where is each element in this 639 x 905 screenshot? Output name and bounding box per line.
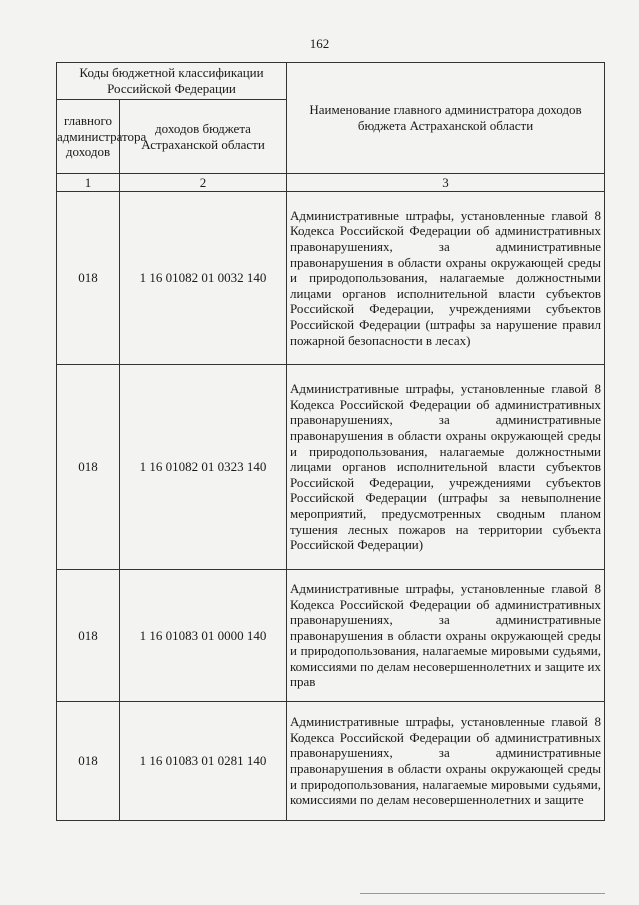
table-row: [57, 702, 605, 821]
admin-code-cell: 018: [57, 702, 120, 821]
col-number-3: 3: [287, 174, 605, 192]
table-row: [57, 570, 605, 702]
column-number-row: [57, 174, 605, 192]
table-row: [57, 192, 605, 365]
header-group-title: Коды бюджетной классификации Российской Федерации: [57, 63, 287, 100]
page-number: 162: [309, 36, 330, 51]
col-number-1: 1: [57, 174, 120, 192]
revenue-name-cell: Административные штрафы, установленные главой 8 Кодекса Российской Федерации об административных правонарушениях, за административные правонарушения в области охраны окружающей среды и природопользования, налагаемые должностными лицами органов исполнительной власти субъектов Российской Федерации, учреждениями субъектов Российской Федерации (штрафы за нарушение правил пожарной безопасности в лесах): [287, 192, 605, 365]
revenue-code-cell: 1 16 01082 01 0032 140: [120, 192, 287, 365]
admin-code-cell: 018: [57, 192, 120, 365]
revenue-name-cell: Административные штрафы, установленные главой 8 Кодекса Российской Федерации об административных правонарушениях, за административные правонарушения в области охраны окружающей среды и природопользования, налагаемые мировыми судьями, комиссиями по делам несовершеннолетних и защите: [287, 702, 605, 821]
page-bottom-edge: [360, 893, 605, 894]
col-number-2: 2: [120, 174, 287, 192]
revenue-name-cell: Административные штрафы, установленные главой 8 Кодекса Российской Федерации об административных правонарушениях, за административные правонарушения в области охраны окружающей среды и природопользования, налагаемые должностными лицами органов исполнительной власти субъектов Российской Федерации, учреждениями субъектов Российской Федерации (штрафы за невыполнение мероприятий, предусмотренных сводным планом тушения лесных пожаров на территории субъекта Российской Федерации): [287, 365, 605, 570]
table-header-row: [57, 63, 605, 100]
header-col2-title: доходов бюджета Астраханской области: [120, 100, 287, 174]
revenue-code-cell: 1 16 01082 01 0323 140: [120, 365, 287, 570]
revenue-code-cell: 1 16 01083 01 0281 140: [120, 702, 287, 821]
header-col3-title: Наименование главного администратора доходов бюджета Астраханской области: [287, 63, 605, 174]
revenue-code-cell: 1 16 01083 01 0000 140: [120, 570, 287, 702]
admin-code-cell: 018: [57, 365, 120, 570]
table-row: [57, 365, 605, 570]
header-col1-title: главного администратора доходов: [57, 100, 120, 174]
budget-codes-table: [56, 62, 605, 821]
admin-code-cell: 018: [57, 570, 120, 702]
revenue-name-cell: Административные штрафы, установленные главой 8 Кодекса Российской Федерации об административных правонарушениях, за административные правонарушения в области охраны окружающей среды и природопользования, налагаемые мировыми судьями, комиссиями по делам несовершеннолетних и защите их прав: [287, 570, 605, 702]
